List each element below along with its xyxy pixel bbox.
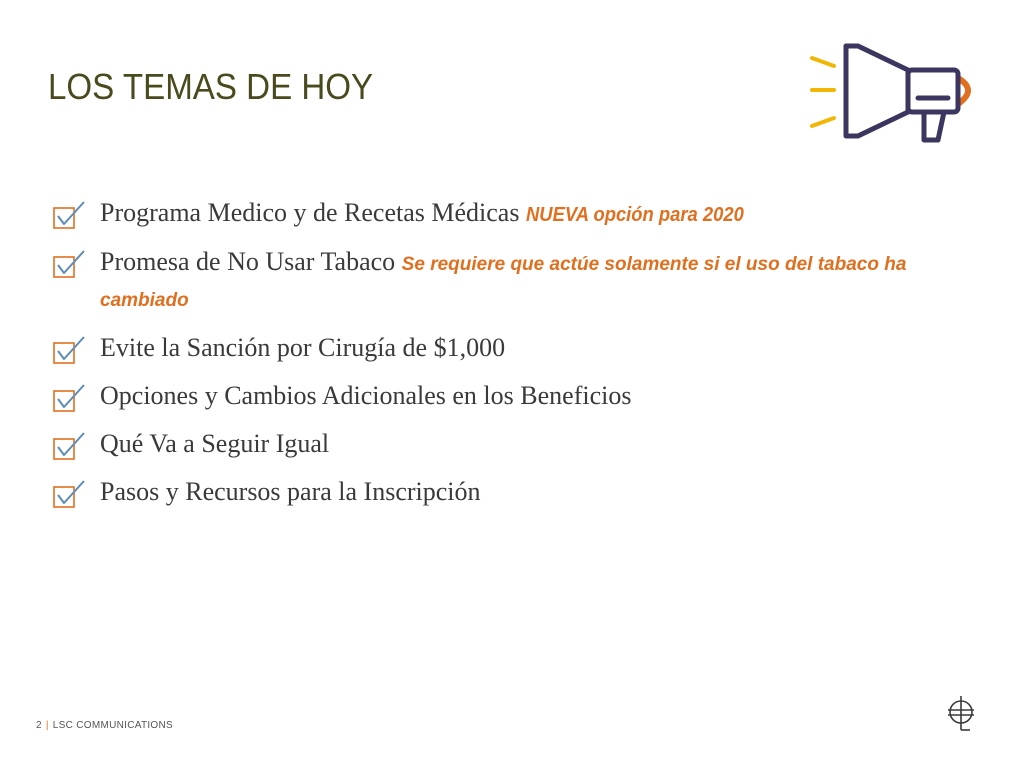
checkbox-check-icon	[52, 249, 86, 279]
agenda-list	[52, 196, 992, 523]
agenda-item	[52, 245, 992, 317]
agenda-item-text: Evite la Sanción por Cirugía de $1,000	[100, 333, 506, 362]
agenda-item-text: Promesa de No Usar Tabaco	[100, 247, 396, 276]
slide-title: LOS TEMAS DE HOY	[48, 66, 374, 107]
lsc-logo-icon	[944, 694, 978, 734]
agenda-item	[52, 196, 992, 231]
footer-separator: |	[45, 720, 49, 731]
agenda-item-text: Opciones y Cambios Adicionales en los Beneficios	[100, 381, 632, 410]
checkbox-check-icon	[52, 383, 86, 413]
company-name: LSC COMMUNICATIONS	[52, 720, 174, 731]
slide-footer	[36, 720, 173, 731]
agenda-item-text: Qué Va a Seguir Igual	[100, 429, 330, 458]
page-number: 2	[36, 720, 42, 731]
checkbox-check-icon	[52, 479, 86, 509]
checkbox-check-icon	[52, 335, 86, 365]
checkbox-check-icon	[52, 431, 86, 461]
agenda-item	[52, 427, 992, 461]
agenda-item-text: Pasos y Recursos para la Inscripción	[100, 477, 481, 506]
agenda-item-note: Se requiere que actúe solamente si el uso del tabaco ha cambiado	[100, 254, 907, 311]
agenda-item	[52, 331, 992, 365]
agenda-item	[52, 379, 992, 413]
agenda-item-text: Programa Medico y de Recetas Médicas	[100, 198, 520, 227]
megaphone-icon	[800, 40, 980, 150]
agenda-item	[52, 475, 992, 509]
checkbox-check-icon	[52, 200, 86, 230]
agenda-item-note: NUEVA opción para 2020	[525, 204, 744, 226]
